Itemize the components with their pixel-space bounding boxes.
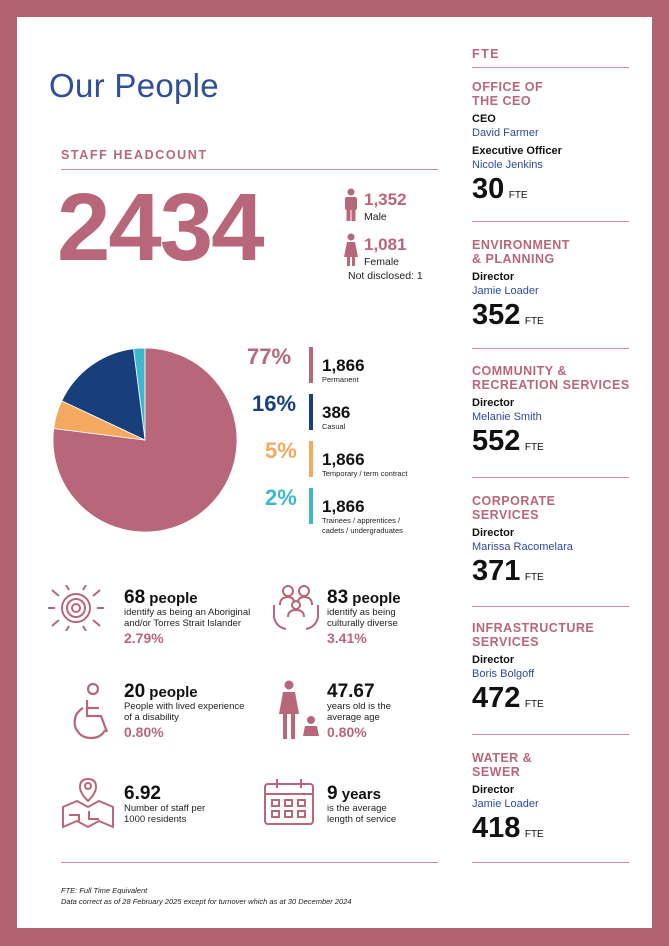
stat-value: 9 [327, 783, 338, 804]
footnote-fte: FTE: Full Time Equivalent [61, 886, 148, 895]
legend-bar [309, 394, 313, 430]
stat-text-line: Number of staff per [124, 803, 206, 814]
fte-unit: FTE [524, 698, 544, 710]
department-name: INFRASTRUCTURE [472, 621, 595, 635]
permanent-count: 1,866 [322, 356, 365, 375]
footnote-data-date: Data correct as of 28 February 2025 except for turnover which as at 30 December 2024 [61, 897, 352, 906]
stat-value: 6.92 [124, 783, 161, 804]
stat-text-line: People with lived experience [124, 701, 245, 712]
people-group-icon [272, 583, 320, 633]
stat-text-line: is the average [327, 803, 387, 814]
person-name: Marissa Racomelara [472, 540, 573, 553]
legend-bar [309, 347, 313, 383]
stat-average-age [327, 682, 391, 740]
stat-value: 68 [124, 587, 146, 608]
fte-value: 552 [472, 424, 521, 457]
casual-percent: 16% [252, 391, 297, 416]
department-name: COMMUNITY & [472, 364, 567, 378]
department-corporate-services [472, 494, 632, 586]
fte-value: 472 [472, 681, 521, 714]
fte-value: 30 [472, 172, 505, 205]
person-name: Nicole Jenkins [472, 158, 543, 171]
male-count: 1,352 [364, 190, 407, 209]
stat-unit: people [145, 684, 198, 701]
wheelchair-icon [71, 682, 115, 742]
stat-text-line: culturally diverse [327, 618, 398, 630]
legend-row-permanent [247, 345, 437, 389]
staff-headcount-heading: STAFF HEADCOUNT [61, 148, 208, 162]
divider [472, 67, 629, 68]
parent-child-icon [275, 680, 323, 742]
temporary-label: Temporary / term contract [322, 469, 408, 478]
person-name: Jamie Loader [472, 797, 539, 810]
divider [472, 606, 629, 607]
legend-row-temporary [247, 439, 437, 483]
calendar-icon [263, 778, 315, 826]
department-name: CORPORATE [472, 494, 556, 508]
stat-culturally-diverse [327, 588, 401, 646]
stat-value: 83 [327, 587, 349, 608]
stat-percent: 3.41% [327, 629, 367, 646]
legend-bar [309, 441, 313, 477]
female-count: 1,081 [364, 235, 407, 254]
legend-bar [309, 488, 313, 524]
stat-percent: 0.80% [327, 723, 367, 740]
department-name: SERVICES [472, 635, 539, 650]
divider [472, 477, 629, 478]
department-name: RECREATION SERVICES [472, 378, 630, 393]
department-name: & PLANNING [472, 252, 555, 267]
department-name: OFFICE OF [472, 80, 544, 94]
casual-count: 386 [322, 403, 351, 422]
person-name: David Farmer [472, 126, 539, 139]
fte-value: 418 [472, 811, 521, 844]
department-name: SERVICES [472, 508, 539, 523]
stat-text-line: identify as being [327, 607, 396, 618]
divider [472, 221, 629, 222]
divider [61, 169, 438, 170]
fte-unit: FTE [524, 441, 544, 453]
fte-unit: FTE [524, 828, 544, 840]
person-name: Boris Bolgoff [472, 667, 535, 680]
casual-label: Casual [322, 422, 346, 431]
temporary-count: 1,866 [322, 450, 365, 469]
stat-text-line: 1000 residents [124, 814, 187, 826]
role-label: Director [472, 396, 515, 409]
department-community-recreation [472, 364, 642, 456]
divider [472, 348, 629, 349]
stat-text-line: years old is the [327, 701, 391, 712]
department-name: SEWER [472, 765, 521, 780]
department-name: THE CEO [472, 94, 532, 109]
fte-unit: FTE [508, 189, 528, 201]
stat-value: 20 [124, 681, 146, 702]
department-name: WATER & [472, 751, 533, 765]
fte-header: FTE [472, 47, 501, 61]
stat-unit: years [337, 786, 381, 803]
trainees-label-line2: cadets / undergraduates [322, 526, 403, 535]
permanent-label: Permanent [322, 375, 359, 384]
trainees-percent: 2% [265, 485, 297, 510]
permanent-percent: 77% [247, 344, 292, 369]
stat-unit: people [145, 590, 198, 607]
role-label: CEO [472, 112, 496, 125]
stat-text-line: identify as being an Aboriginal [124, 607, 251, 618]
person-name: Jamie Loader [472, 284, 539, 297]
stat-staff-per-resident [124, 784, 205, 826]
male-icon [343, 188, 359, 222]
male-label: Male [364, 211, 387, 223]
stat-text-line: and/or Torres Strait Islander [124, 618, 242, 630]
role-label: Director [472, 270, 515, 283]
stat-percent: 2.79% [124, 629, 164, 646]
stat-percent: 0.80% [124, 723, 164, 740]
role-label: Director [472, 526, 515, 539]
person-name: Melanie Smith [472, 410, 542, 423]
divider [472, 862, 629, 863]
page-title: Our People [49, 67, 219, 104]
stat-length-of-service [327, 784, 396, 826]
department-infrastructure-services [472, 621, 632, 713]
aboriginal-art-icon [47, 585, 105, 631]
fte-value: 352 [472, 298, 521, 331]
stat-aboriginal [124, 588, 250, 646]
role-label: Executive Officer [472, 144, 562, 157]
legend-row-trainees [247, 486, 437, 536]
stat-unit: people [348, 590, 401, 607]
stat-disability [124, 682, 244, 740]
divider [472, 734, 629, 735]
trainees-label-line1: Trainees / apprentices / [322, 516, 401, 525]
stat-text-line: average age [327, 712, 380, 724]
stat-text-line: of a disability [124, 712, 179, 724]
legend-row-casual [247, 392, 437, 436]
not-disclosed: Not disclosed: 1 [348, 270, 423, 282]
employment-pie-chart [51, 346, 239, 534]
stat-value: 47.67 [327, 681, 375, 702]
department-water-sewer [472, 751, 632, 843]
female-icon [343, 233, 359, 267]
stat-text-line: length of service [327, 814, 397, 826]
divider [61, 862, 438, 863]
temporary-percent: 5% [265, 438, 297, 463]
map-pin-icon [59, 775, 117, 829]
fte-unit: FTE [524, 315, 544, 327]
trainees-count: 1,866 [322, 497, 365, 516]
fte-unit: FTE [524, 571, 544, 583]
female-label: Female [364, 256, 400, 268]
department-name: ENVIRONMENT [472, 238, 570, 252]
role-label: Director [472, 783, 515, 796]
page [17, 17, 652, 928]
department-environment-planning [472, 238, 632, 330]
headcount-total: 2434 [57, 174, 263, 281]
department-office-of-ceo [472, 80, 632, 204]
role-label: Director [472, 653, 515, 666]
fte-value: 371 [472, 554, 521, 587]
